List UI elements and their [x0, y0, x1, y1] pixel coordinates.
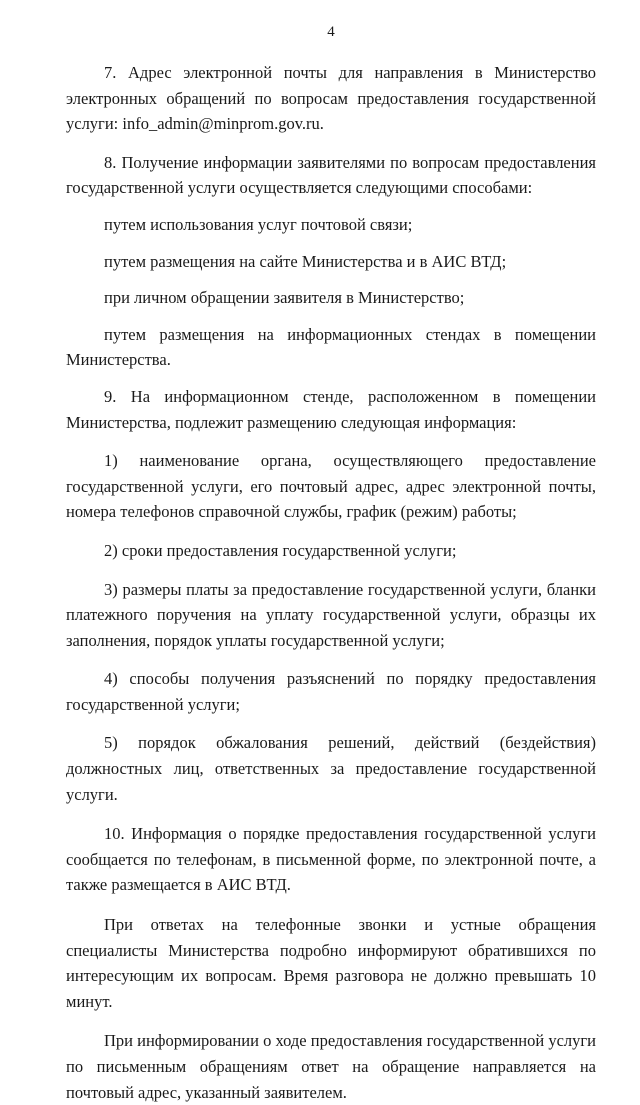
- method-postal-services: путем использования услуг почтовой связи;: [104, 214, 413, 234]
- stand-item-3-fees: 3) размеры платы за предоставление государственной услуги, бланки платежного поручения на уплату государственной услуги, образцы их заполнения, порядок уплаты государственной услуги;: [66, 579, 596, 650]
- method-website: путем размещения на сайте Министерства и в АИС ВТД;: [104, 251, 507, 271]
- stand-item-1-authority: 1) наименование органа, осуществляющего предоставление государственной услуги, его почтовый адрес, адрес электронной почты, номера телефонов справочной службы, график (режим) работы;: [66, 451, 596, 522]
- stand-item-2-deadlines: 2) сроки предоставления государственной услуги;: [104, 540, 457, 560]
- paragraph-written-requests: При информировании о ходе предоставления государственной услуги по письменным обращениям ответ на обращение направляется на почтовый адрес, указанный заявителем.: [66, 1031, 596, 1102]
- paragraph-8-information-methods: 8. Получение информации заявителями по вопросам предоставления государственной услуги осуществляется следующими способами:: [66, 152, 596, 198]
- stand-item-4-clarifications: 4) способы получения разъяснений по порядку предоставления государственной услуги;: [66, 669, 596, 714]
- page-number: 4: [327, 24, 335, 40]
- paragraph-9-information-stand: 9. На информационном стенде, расположенном в помещении Министерства, подлежит размещению следующая информация:: [66, 386, 596, 432]
- stand-item-5-appeals: 5) порядок обжалования решений, действий (бездействия) должностных лиц, ответственных за предоставление государственной услуги.: [66, 733, 596, 804]
- method-information-stands: путем размещения на информационных стендах в помещении Министерства.: [66, 324, 596, 370]
- document-body: [66, 60, 596, 1105]
- paragraph-10-information-channels: 10. Информация о порядке предоставления государственной услуги сообщается по телефонам, в письменной форме, по электронной почте, а также размещается в АИС ВТД.: [66, 824, 596, 895]
- paragraph-phone-calls: При ответах на телефонные звонки и устные обращения специалисты Министерства подробно информируют обратившихся по интересующим их вопросам. Время разговора не должно превышать 10 минут.: [66, 915, 596, 1011]
- method-personal-visit: при личном обращении заявителя в Министерство;: [104, 288, 465, 308]
- paragraph-7-email-address: 7. Адрес электронной почты для направления в Министерство электронных обращений по вопросам предоставления государственной услуги: info_admin@minprom.gov.ru.: [66, 63, 596, 134]
